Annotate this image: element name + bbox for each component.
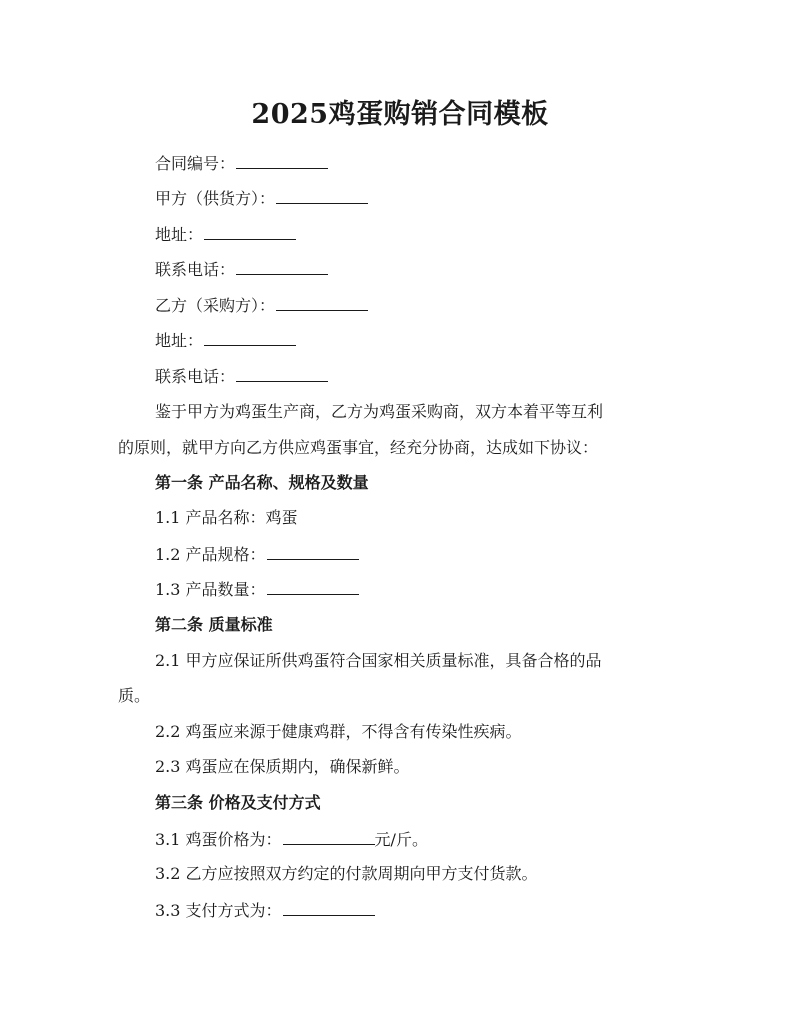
article-2-heading: 第二条 质量标准 — [155, 615, 273, 634]
party-b-phone-label: 联系电话： — [155, 367, 236, 386]
party-b-blank — [276, 293, 368, 311]
article-1-heading: 第一条 产品名称、规格及数量 — [155, 473, 369, 492]
party-b-phone-line — [155, 364, 328, 389]
clause-1-1: 1.1 产品名称：鸡蛋 — [155, 508, 298, 527]
article-3-heading: 第三条 价格及支付方式 — [155, 793, 321, 812]
clause-1-2-label: 1.2 产品规格： — [155, 545, 266, 564]
clause-3-1-unit: 元/斤。 — [374, 830, 428, 849]
clause-1-3-label: 1.3 产品数量： — [155, 580, 266, 599]
clause-3-1-line — [155, 827, 428, 852]
party-a-phone-line — [155, 257, 328, 282]
party-a-address-label: 地址： — [155, 225, 204, 244]
clause-3-1-label: 3.1 鸡蛋价格为： — [155, 830, 282, 849]
party-b-address-line — [155, 328, 296, 353]
clause-1-3-blank — [267, 577, 359, 595]
preamble-line-2: 的原则，就甲方向乙方供应鸡蛋事宜，经充分协商，达成如下协议： — [118, 438, 599, 457]
contract-number-blank — [236, 151, 328, 169]
contract-number-line — [155, 151, 328, 176]
preamble-line-1: 鉴于甲方为鸡蛋生产商，乙方为鸡蛋采购商，双方本着平等互利 — [155, 402, 604, 421]
party-a-phone-blank — [236, 257, 328, 275]
clause-1-3-line — [155, 577, 359, 602]
clause-1-2-line — [155, 542, 359, 567]
clause-2-3: 2.3 鸡蛋应在保质期内，确保新鲜。 — [155, 757, 410, 776]
clause-3-3-label: 3.3 支付方式为： — [155, 901, 282, 920]
party-b-label: 乙方（采购方）： — [155, 296, 276, 315]
clause-3-3-line — [155, 898, 375, 923]
party-b-address-blank — [204, 328, 296, 346]
party-a-address-line — [155, 222, 296, 247]
document-title: 2025鸡蛋购销合同模板 — [251, 99, 549, 130]
party-a-phone-label: 联系电话： — [155, 260, 236, 279]
clause-1-2-blank — [267, 542, 359, 560]
contract-number-label: 合同编号： — [155, 154, 236, 173]
clause-3-1-blank — [283, 827, 375, 845]
clause-2-2: 2.2 鸡蛋应来源于健康鸡群，不得含有传染性疾病。 — [155, 722, 522, 741]
clause-3-2: 3.2 乙方应按照双方约定的付款周期向甲方支付货款。 — [155, 864, 538, 883]
party-b-phone-blank — [236, 364, 328, 382]
party-a-blank — [276, 186, 368, 204]
party-a-label: 甲方（供货方）： — [155, 189, 276, 208]
party-b-address-label: 地址： — [155, 331, 204, 350]
clause-2-1-line-1: 2.1 甲方应保证所供鸡蛋符合国家相关质量标准，具备合格的品 — [155, 651, 602, 670]
clause-2-1-line-2: 质。 — [118, 686, 151, 705]
clause-3-3-blank — [283, 898, 375, 916]
party-b-line — [155, 293, 368, 318]
party-a-address-blank — [204, 222, 296, 240]
party-a-line — [155, 186, 368, 211]
